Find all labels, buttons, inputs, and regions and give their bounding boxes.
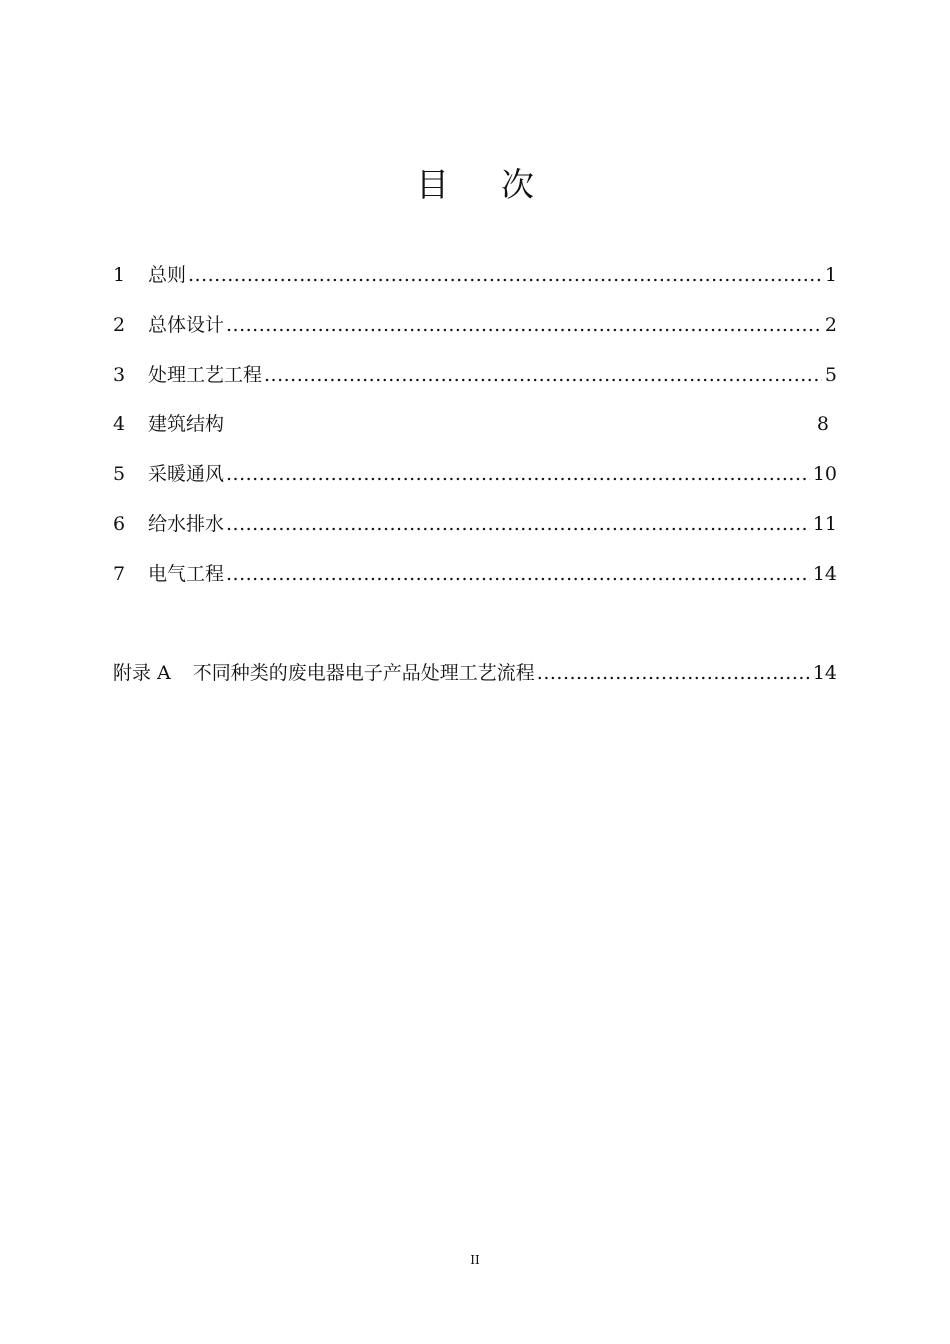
toc-entry-3[interactable] [113,360,837,390]
toc-entry-title: 总则 [148,264,187,286]
toc-entry-page: 11 [812,513,837,535]
toc-entry-page: 10 [812,463,837,485]
toc-entry-2[interactable] [113,310,837,340]
toc-entry-title: 总体设计 [148,314,225,336]
toc-entry-number: 1 [113,264,126,286]
appendix-page: 14 [812,662,837,684]
toc-leader-dots [226,509,810,539]
toc-entry-6[interactable] [113,509,837,539]
toc-entry-number: 5 [113,463,126,485]
toc-entry-page: 14 [812,563,837,585]
toc-entry-page: 8 [816,413,829,435]
toc-leader-dots [226,459,810,489]
toc-entry-number: 6 [113,513,126,535]
toc-leader-dots [226,559,810,589]
toc-entry-page: 1 [824,264,837,286]
toc-entry-number: 4 [113,413,126,435]
title-char-2: 次 [501,165,534,204]
toc-entry-1[interactable] [113,260,837,290]
toc-entry-title: 处理工艺工程 [148,364,263,386]
toc-entry-number: 7 [113,563,126,585]
appendix-title: 不同种类的废电器电子产品处理工艺流程 [192,662,535,684]
toc-entry-7[interactable] [113,559,837,589]
toc-entry-5[interactable] [113,459,837,489]
toc-leader-dots [226,310,822,340]
toc-entry-page: 2 [824,314,837,336]
toc-entry-title: 建筑结构 [148,413,225,435]
toc-leader-dots [264,360,822,390]
toc-entry-number: 3 [113,364,126,386]
toc-entry-title: 电气工程 [148,563,225,585]
toc-entry-4[interactable] [113,409,837,439]
toc-entry-page: 5 [824,364,837,386]
toc-leader-dots [188,260,822,290]
toc-entry-title: 采暖通风 [148,463,225,485]
toc-entry-title: 给水排水 [148,513,225,535]
toc-entry-number: 2 [113,314,126,336]
toc-leader-dots [537,658,810,688]
toc-entry-appendix-a[interactable] [113,658,837,688]
title-char-1: 目 [416,165,449,204]
page-number: II [470,1253,480,1267]
appendix-label: 附录 A [113,662,171,684]
page-title [0,160,950,210]
